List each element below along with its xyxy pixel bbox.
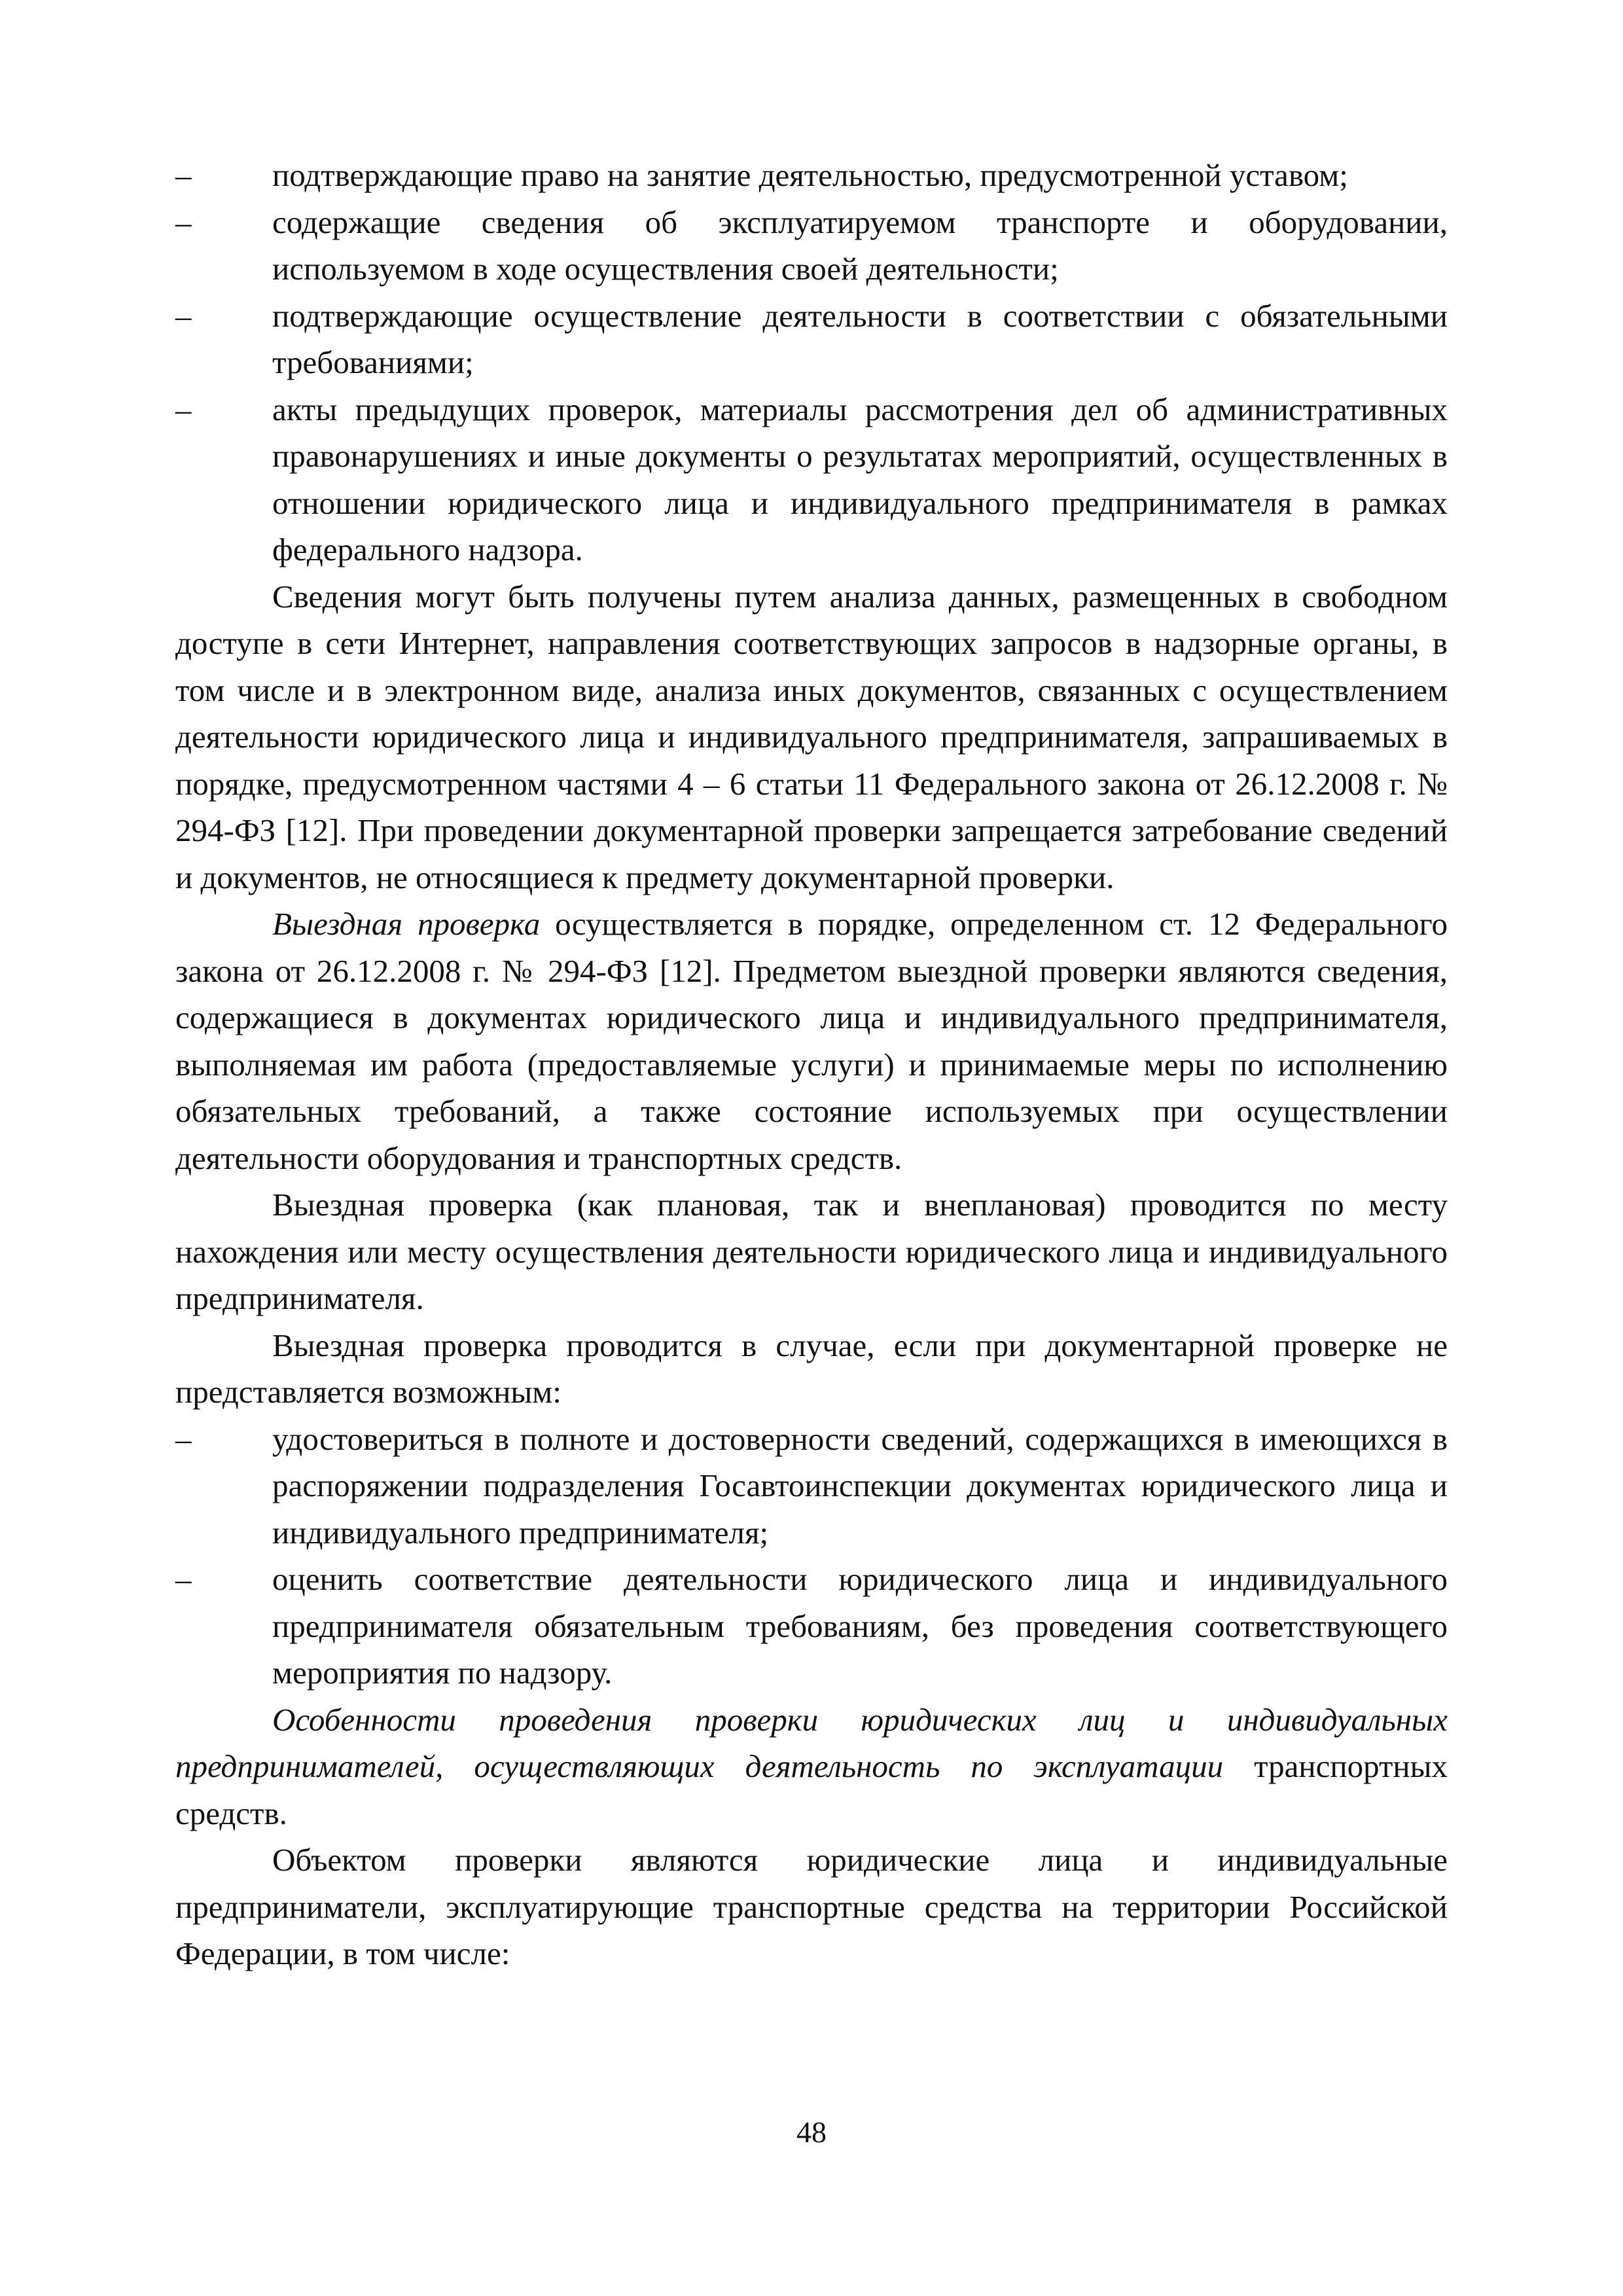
- paragraph-onsite-inspection: [175, 901, 1448, 1181]
- list-dash: –: [175, 1420, 192, 1457]
- paragraph-inspection-object: Объектом проверки являются юридические лица и индивидуальные предприниматели, эксплуатирующие транспортные средства на территории Российской Федерации, в том числе:: [175, 1842, 1448, 1971]
- list-item-text: подтверждающие право на занятие деятельностью, предусмотренной уставом;: [272, 157, 1348, 193]
- list-item: [175, 1416, 1448, 1556]
- paragraph-onsite-inspection-text: осуществляется в порядке, определенном ст. 12 Федерального закона от 26.12.2008 г. № 294-ФЗ [12]. Предметом выездной проверки являются сведения, содержащиеся в документах юридического лица и индивидуального предпринимателя, выполняемая им работа (предоставляемые услуги) и принимаемые меры по исполнению обязательных требований, а также состояние используемых при осуществлении деятельности оборудования и транспортных средств.: [175, 906, 1448, 1176]
- list-item: [175, 152, 1448, 199]
- term-onsite-inspection: Выездная проверка: [272, 906, 541, 942]
- list-dash: –: [175, 1561, 192, 1597]
- list-item-text: удостовериться в полноте и достоверности сведений, содержащихся в имеющихся в распоряжении подразделения Госавтоинспекции документах юридического лица и индивидуального предпринимателя;: [272, 1420, 1448, 1551]
- list-item-text: оценить соответствие деятельности юридического лица и индивидуального предпринимателя обязательным требованиям, без проведения соответствующего мероприятия по надзору.: [272, 1561, 1448, 1691]
- paragraph-inspection-case: Выездная проверка проводится в случае, если при документарной проверке не представляется возможным:: [175, 1327, 1448, 1410]
- page-body: [175, 152, 1448, 1977]
- list-item: [175, 293, 1448, 386]
- list-dash: –: [175, 297, 192, 334]
- list-dash: –: [175, 157, 192, 193]
- section-heading-italic: Особенности проведения проверки юридических лиц и индивидуальных предпринимателей, осуществляющих деятельность по эксплуатации: [175, 1701, 1448, 1784]
- list-item: [175, 1556, 1448, 1696]
- list-dash: –: [175, 391, 192, 427]
- paragraph-inspection-location: Выездная проверка (как плановая, так и внеплановая) проводится по месту нахождения или месту осуществления деятельности юридического лица и индивидуального предпринимателя.: [175, 1187, 1448, 1316]
- list-item-text: подтверждающие осуществление деятельности в соответствии с обязательными требованиями;: [272, 297, 1448, 380]
- page-number: 48: [796, 2115, 827, 2149]
- list-item-text: содержащие сведения об эксплуатируемом транспорте и оборудовании, используемом в ходе осуществления своей деятельности;: [272, 204, 1448, 287]
- section-heading-tail: транспортных средств.: [175, 1748, 1448, 1831]
- list-item-text: акты предыдущих проверок, материалы рассмотрения дел об административных правонарушениях и иные документы о результатах мероприятий, осуществленных в отношении юридического лица и индивидуального предпринимателя в рамках федерального надзора.: [272, 391, 1448, 567]
- list-item: [175, 199, 1448, 293]
- paragraph-information-sources: Сведения могут быть получены путем анализа данных, размещенных в свободном доступе в сети Интернет, направления соответствующих запросов в надзорные органы, в том числе и в электронном виде, анализа иных документов, связанных с осуществлением деятельности юридического лица и индивидуального предпринимателя, запрашиваемых в порядке, предусмотренном частями 4 – 6 статьи 11 Федерального закона от 26.12.2008 г. № 294-ФЗ [12]. При проведении документарной проверки запрещается затребование сведений и документов, не относящиеся к предмету документарной проверки.: [175, 578, 1448, 895]
- section-heading-features: [175, 1696, 1448, 1837]
- list-item: [175, 386, 1448, 573]
- list-dash: –: [175, 204, 192, 240]
